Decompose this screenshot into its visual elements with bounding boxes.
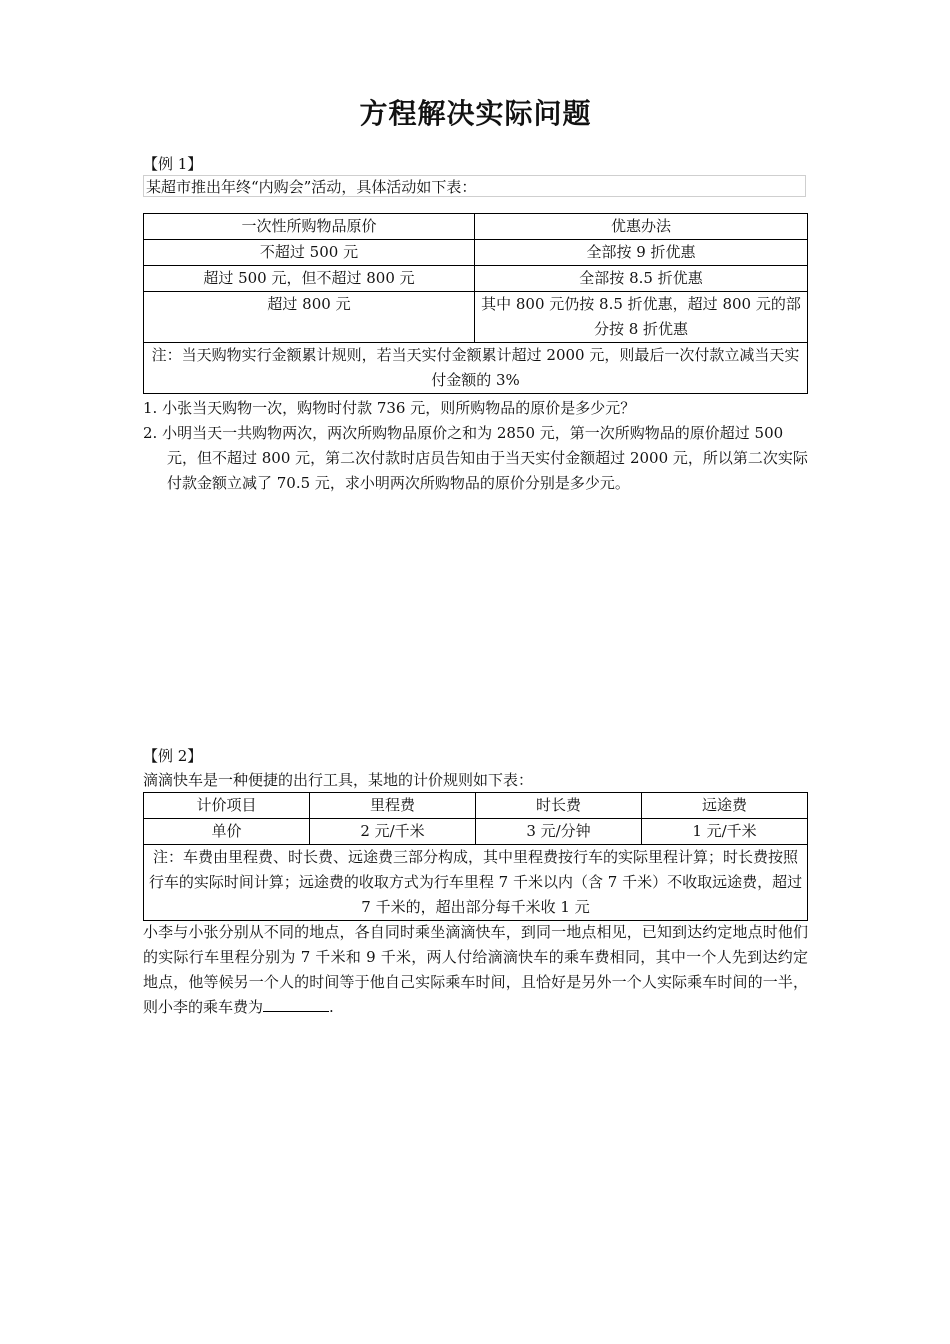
table-header-cell: 时长费: [476, 793, 642, 819]
page-title: 方程解决实际问题: [359, 97, 592, 130]
fare-table: [143, 792, 808, 921]
discount-table: [143, 213, 808, 394]
answer-blank[interactable]: [263, 995, 329, 1012]
table-note: 注：当天购物实行金额累计规则，若当天实付金额累计超过 2000 元，则最后一次付款立减当天实付金额的 3%: [144, 343, 808, 394]
table-row: [144, 819, 808, 845]
table-header-cell: 计价项目: [144, 793, 310, 819]
table-header-cell: 优惠办法: [475, 214, 808, 240]
question-1: 1. 小张当天购物一次，购物时付款 736 元，则所购物品的原价是多少元？: [143, 399, 636, 417]
table-note-row: [144, 845, 808, 921]
table-note-row: [144, 343, 808, 394]
table-cell: 3 元/分钟: [476, 819, 642, 845]
table-header-cell: 远途费: [642, 793, 808, 819]
table-note: 注：车费由里程费、时长费、远途费三部分构成，其中里程费按行车的实际里程计算；时长费按照行车的实际时间计算；远途费的收取方式为行车里程 7 千米以内（含 7 千米）不收取远途费，超过 7 千米的，超出部分每千米收 1 元: [144, 845, 808, 921]
table-cell: 单价: [144, 819, 310, 845]
table-header-row: [144, 214, 808, 240]
table-header-cell: 里程费: [310, 793, 476, 819]
question-2: 2. 小明当天一共购物两次，两次所购物品原价之和为 2850 元，第一次所购物品的原价超过 500 元，但不超过 800 元，第二次付款时店员告知由于当天实付金额超过 2000 元，所以第二次实际付款金额立减了 70.5 元，求小明两次所购物品的原价分别是多少元。: [143, 424, 808, 492]
example-2-problem: [143, 920, 808, 1020]
table-cell: 1 元/千米: [642, 819, 808, 845]
example-2-intro: 滴滴快车是一种便捷的出行工具，某地的计价规则如下表：: [143, 771, 534, 789]
table-header-cell: 一次性所购物品原价: [144, 214, 475, 240]
table-row: [144, 292, 808, 343]
example-2-label: 【例 2】: [143, 747, 203, 765]
problem-end: .: [329, 998, 334, 1016]
table-cell: 全部按 8.5 折优惠: [475, 266, 808, 292]
table-header-row: [144, 793, 808, 819]
table-cell: 不超过 500 元: [144, 240, 475, 266]
table-cell: 超过 500 元，但不超过 800 元: [144, 266, 475, 292]
table-cell: 全部按 9 折优惠: [475, 240, 808, 266]
table-row: [144, 240, 808, 266]
table-row: [144, 266, 808, 292]
table-cell: 2 元/千米: [310, 819, 476, 845]
table-cell: 其中 800 元仍按 8.5 折优惠，超过 800 元的部分按 8 折优惠: [475, 292, 808, 343]
table-cell: 超过 800 元: [144, 292, 475, 343]
example-1-label: 【例 1】: [143, 155, 203, 173]
problem-text: 小李与小张分别从不同的地点，各自同时乘坐滴滴快车，到同一地点相见，已知到达约定地点时他们的实际行车里程分别为 7 千米和 9 千米，两人付给滴滴快车的乘车费相同，其中一个人先到达约定地点，他等候另一个人的时间等于他自己实际乘车时间，且恰好是另外一个人实际乘车时间的一半，则小李的乘车费为: [143, 923, 808, 1016]
example-1-intro: 某超市推出年终“内购会”活动，具体活动如下表：: [143, 175, 806, 197]
